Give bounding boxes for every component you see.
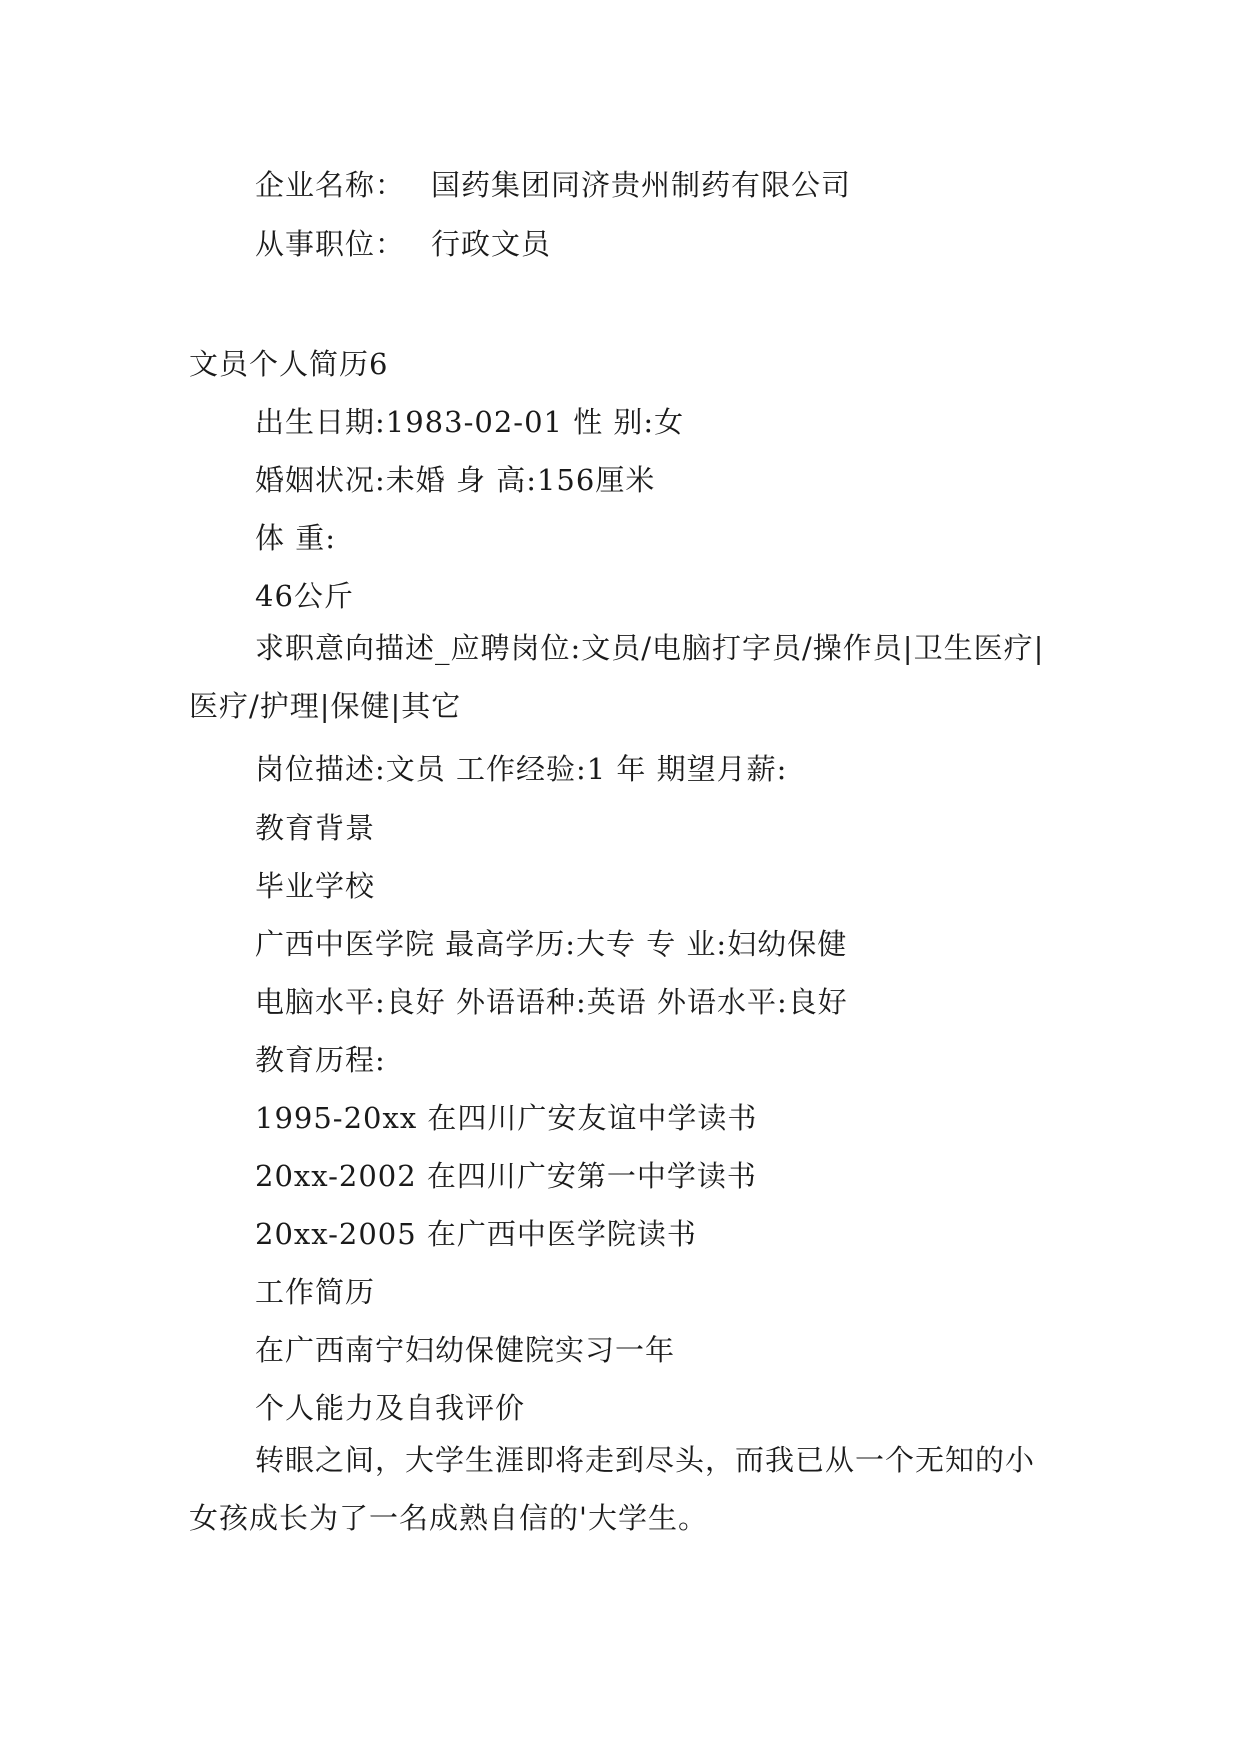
company-value: 国药集团同济贵州制药有限公司 <box>431 168 852 202</box>
education-history-item: 1995-20xx 在四川广安友谊中学读书 <box>255 1101 758 1135</box>
weight-value: 46公斤 <box>255 579 354 613</box>
company-row <box>255 163 851 204</box>
education-history-label: 教育历程: <box>255 1043 386 1077</box>
job-intent-paragraph: 求职意向描述_应聘岗位:文员/电脑打字员/操作员|卫生医疗|医疗/护理|保健|其它 <box>189 631 1045 723</box>
marital-line: 婚姻状况:未婚 身 高:156厘米 <box>255 463 656 497</box>
self-evaluation-paragraph: 转眼之间，大学生涯即将走到尽头，而我已从一个无知的小女孩成长为了一名成熟自信的'大学生。 <box>189 1443 1036 1535</box>
position-row <box>255 222 551 263</box>
school-info-line: 广西中医学院 最高学历:大专 专 业:妇幼保健 <box>255 927 848 961</box>
work-history-heading: 工作简历 <box>255 1275 376 1309</box>
work-history-item: 在广西南宁妇幼保健院实习一年 <box>255 1333 676 1367</box>
weight-label: 体 重: <box>255 521 336 555</box>
skills-line: 电脑水平:良好 外语语种:英语 外语水平:良好 <box>255 985 848 1019</box>
resume-heading: 文员个人简历6 <box>189 347 389 381</box>
job-description-line: 岗位描述:文员 工作经验:1 年 期望月薪: <box>255 752 788 786</box>
birth-line: 出生日期:1983-02-01 性 别:女 <box>255 405 685 439</box>
education-background-heading: 教育背景 <box>255 811 376 845</box>
position-value: 行政文员 <box>431 227 552 261</box>
company-label: 企业名称： <box>255 168 406 202</box>
self-evaluation-heading: 个人能力及自我评价 <box>255 1391 526 1425</box>
education-history-item: 20xx-2005 在广西中医学院读书 <box>255 1217 697 1251</box>
education-history-item: 20xx-2002 在四川广安第一中学读书 <box>255 1159 757 1193</box>
school-label: 毕业学校 <box>255 869 376 903</box>
position-label: 从事职位： <box>255 227 406 261</box>
